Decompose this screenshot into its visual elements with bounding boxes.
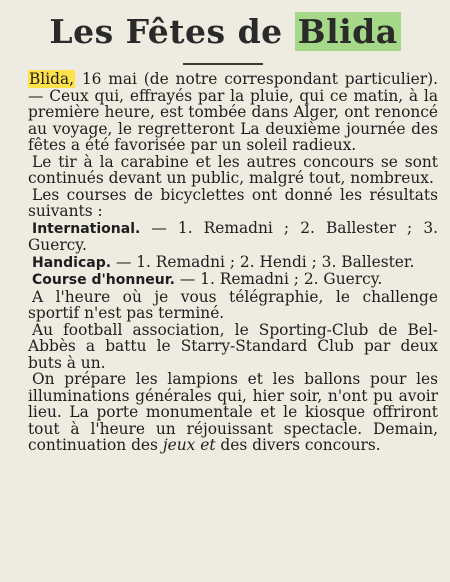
- paragraph-2: Le tir à la carabine et les autres concours se sont continués devant un public, malgré tout, nombreux.: [28, 152, 438, 187]
- article-body: [28, 71, 438, 454]
- dateline-place: Blida,: [29, 70, 75, 88]
- result-label-international: International.: [32, 220, 141, 237]
- result-international: [28, 220, 438, 254]
- paragraph-1-text: 16 mai (de notre correspondant particulier). — Ceux qui, effrayés par la pluie, qui ce matin, à la première heure, est tombée dans Alger, ont renoncé au voyage, le regretteront La deuxième journée des fêtes a été favorisée par un soleil radieux.: [28, 70, 438, 154]
- paragraph-6-text-b: des divers concours.: [215, 436, 381, 454]
- result-text-handicap: — 1. Remadni ; 2. Hendi ; 3. Ballester.: [111, 252, 415, 271]
- result-text-international: — 1. Remadni ; 2. Ballester ; 3. Guercy.: [28, 218, 438, 254]
- result-handicap: [28, 254, 438, 272]
- title-divider: [183, 63, 263, 65]
- result-course-honneur: [28, 271, 438, 289]
- paragraph-3: Les courses de bicyclettes ont donné les résultats suivants :: [28, 185, 438, 220]
- paragraph-6-italic: jeux et: [162, 436, 216, 454]
- article-title: [0, 8, 450, 56]
- paragraph-6-text-a: On prépare les lampions et les ballons pour les illuminations générales qui, hier soir, n'ont pu avoir lieu. La porte monumentale et le kiosque offriront tout à l'heure un réjouissant spectacle. Demain, continuation des: [28, 370, 438, 454]
- paragraph-4: A l'heure où je vous télégraphie, le challenge sportif n'est pas terminé.: [28, 287, 438, 322]
- paragraph-5: Au football association, le Sporting-Club de Bel-Abbès a battu le Starry-Standard Club par deux buts à un.: [28, 320, 438, 372]
- result-text-course-honneur: — 1. Remadni ; 2. Guercy.: [174, 270, 383, 288]
- paragraph-dateline: [28, 71, 438, 154]
- title-prefix: Les Fêtes de: [49, 12, 295, 51]
- result-label-course-honneur: Course d'honneur.: [32, 272, 175, 288]
- result-label-handicap: Handicap.: [32, 254, 112, 271]
- paragraph-6: [28, 371, 438, 454]
- title-highlight: Blida: [295, 12, 401, 51]
